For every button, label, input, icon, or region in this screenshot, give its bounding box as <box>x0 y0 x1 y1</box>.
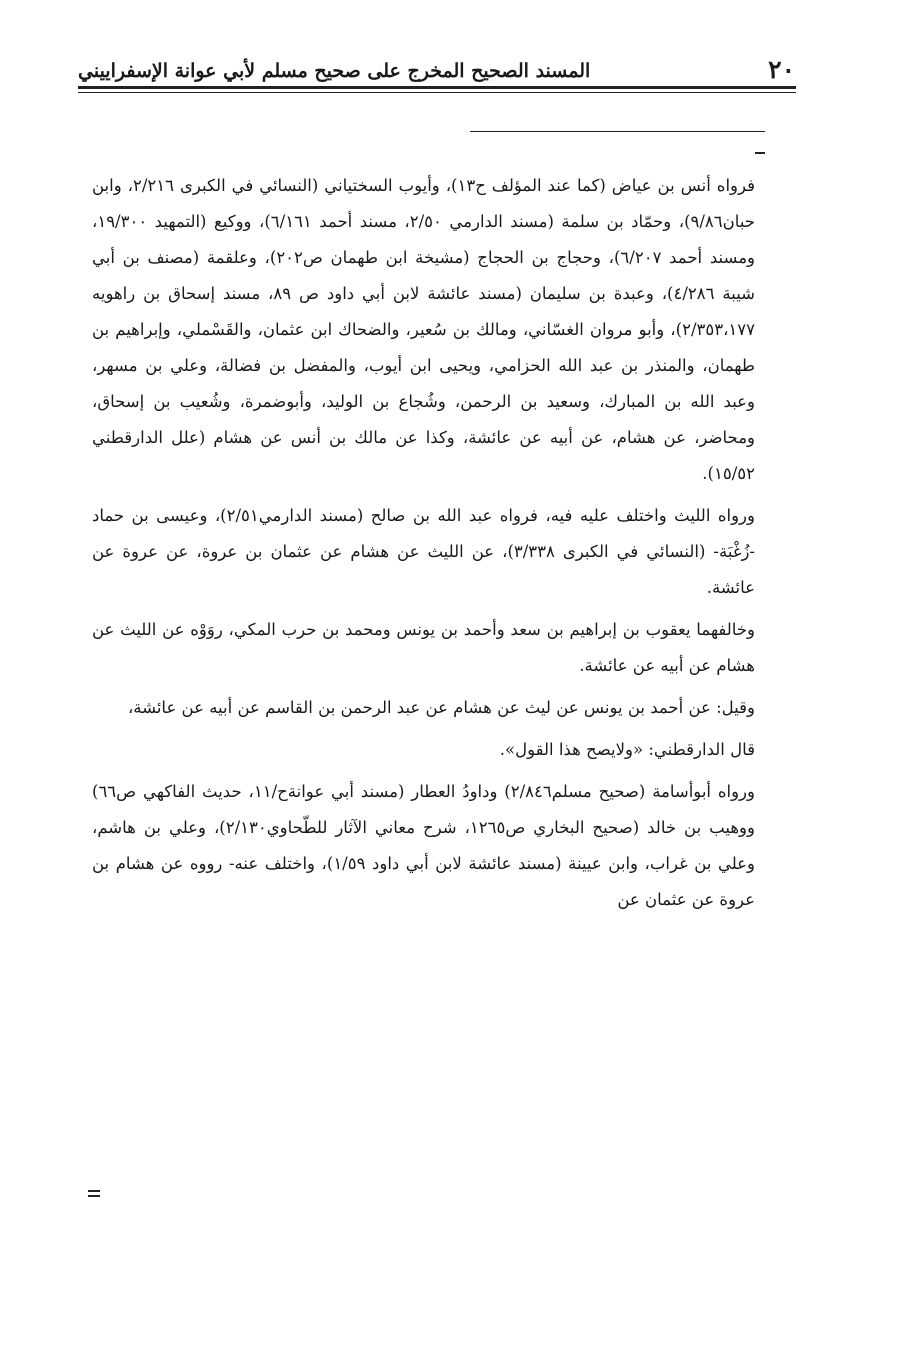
paragraph-1: فرواه أنس بن عياض (كما عند المؤلف ح١٣)، وأيوب السختياني (النسائي في الكبرى ٢/٢١٦، وابن حبان٩/٨٦)، وحمّاد بن سلمة (مسند الدارمي ٢/٥٠، مسند أحمد ٦/١٦١)، ووكيع (التمهيد ١٩/٣٠٠، ومسند أحمد ٦/٢٠٧)، وحجاج بن الحجاج (مشيخة ابن طهمان ص٢٠٢)، وعلقمة (مصنف بن أبي شيبة ٤/٢٨٦)، وعبدة بن سليمان (مسند عائشة لابن أبي داود ص ٨٩، مسند إسحاق بن راهويه ٢/٣٥٣،١٧٧)، وأبو مروان الغسّاني، ومالك بن سُعير، والضحاك ابن عثمان، والقَسْملي، وإبراهيم بن طهمان، والمنذر بن عبد الله الحزامي، ويحيى ابن أيوب، والمفضل بن فضالة، وعلي بن مسهر، وعبد الله بن المبارك، وسعيد بن الرحمن، وشُجاع بن الوليد، وأبوضمرة، وشُعيب بن إسحاق، ومحاضر، عن هشام، عن أبيه عن عائشة، وكذا عن مالك بن أنس عن هشام (علل الدارقطني ١٥/٥٢). <box>92 176 755 483</box>
header-rule-thick <box>78 86 796 89</box>
running-title: المسند الصحيح المخرج على صحيح مسلم لأبي عوانة الإسفراييني <box>78 60 591 82</box>
paragraph-4: وقيل: عن أحمد بن يونس عن ليث عن هشام عن عبد الرحمن بن القاسم عن أبيه عن عائشة، <box>127 698 755 717</box>
header-rule-thin <box>78 92 796 93</box>
footnote-body <box>92 168 755 924</box>
paragraph-2: ورواه الليث واختلف عليه فيه، فرواه عبد الله بن صالح (مسند الدارمي٢/٥١)، وعيسى بن حماد -زُغْبَة- (النسائي في الكبرى ٣/٣٣٨)، عن الليث عن هشام عن عثمان بن عروة، عن عروة عن عائشة. <box>92 506 755 597</box>
paragraph-3: وخالفهما يعقوب بن إبراهيم بن سعد وأحمد بن يونس ومحمد بن حرب المكي، روَوْه عن الليث عن هشام عن أبيه عن عائشة. <box>92 620 755 675</box>
continuation-mark-top <box>755 152 765 154</box>
continuation-mark-bottom <box>88 1190 100 1192</box>
page-header <box>78 55 795 85</box>
footnote-separator <box>470 131 765 132</box>
continuation-mark-bottom-2 <box>88 1195 100 1197</box>
page-number: ٢٠ <box>768 55 795 84</box>
paragraph-5: قال الدارقطني: «ولايصح هذا القول». <box>499 740 755 759</box>
paragraph-6: ورواه أبوأسامة (صحيح مسلم٢/٨٤٦) وداودُ العطار (مسند أبي عوانةح/١١، حديث الفاكهي ص٦٦) ووهيب بن خالد (صحيح البخاري ص١٢٦٥، شرح معاني الآثار للطّحاوي٢/١٣٠)، وعلي بن هاشم، وعلي بن غراب، وابن عيينة (مسند عائشة لابن أبي داود ١/٥٩)، واختلف عنه- رووه عن هشام بن عروة عن عثمان عن <box>92 782 755 909</box>
